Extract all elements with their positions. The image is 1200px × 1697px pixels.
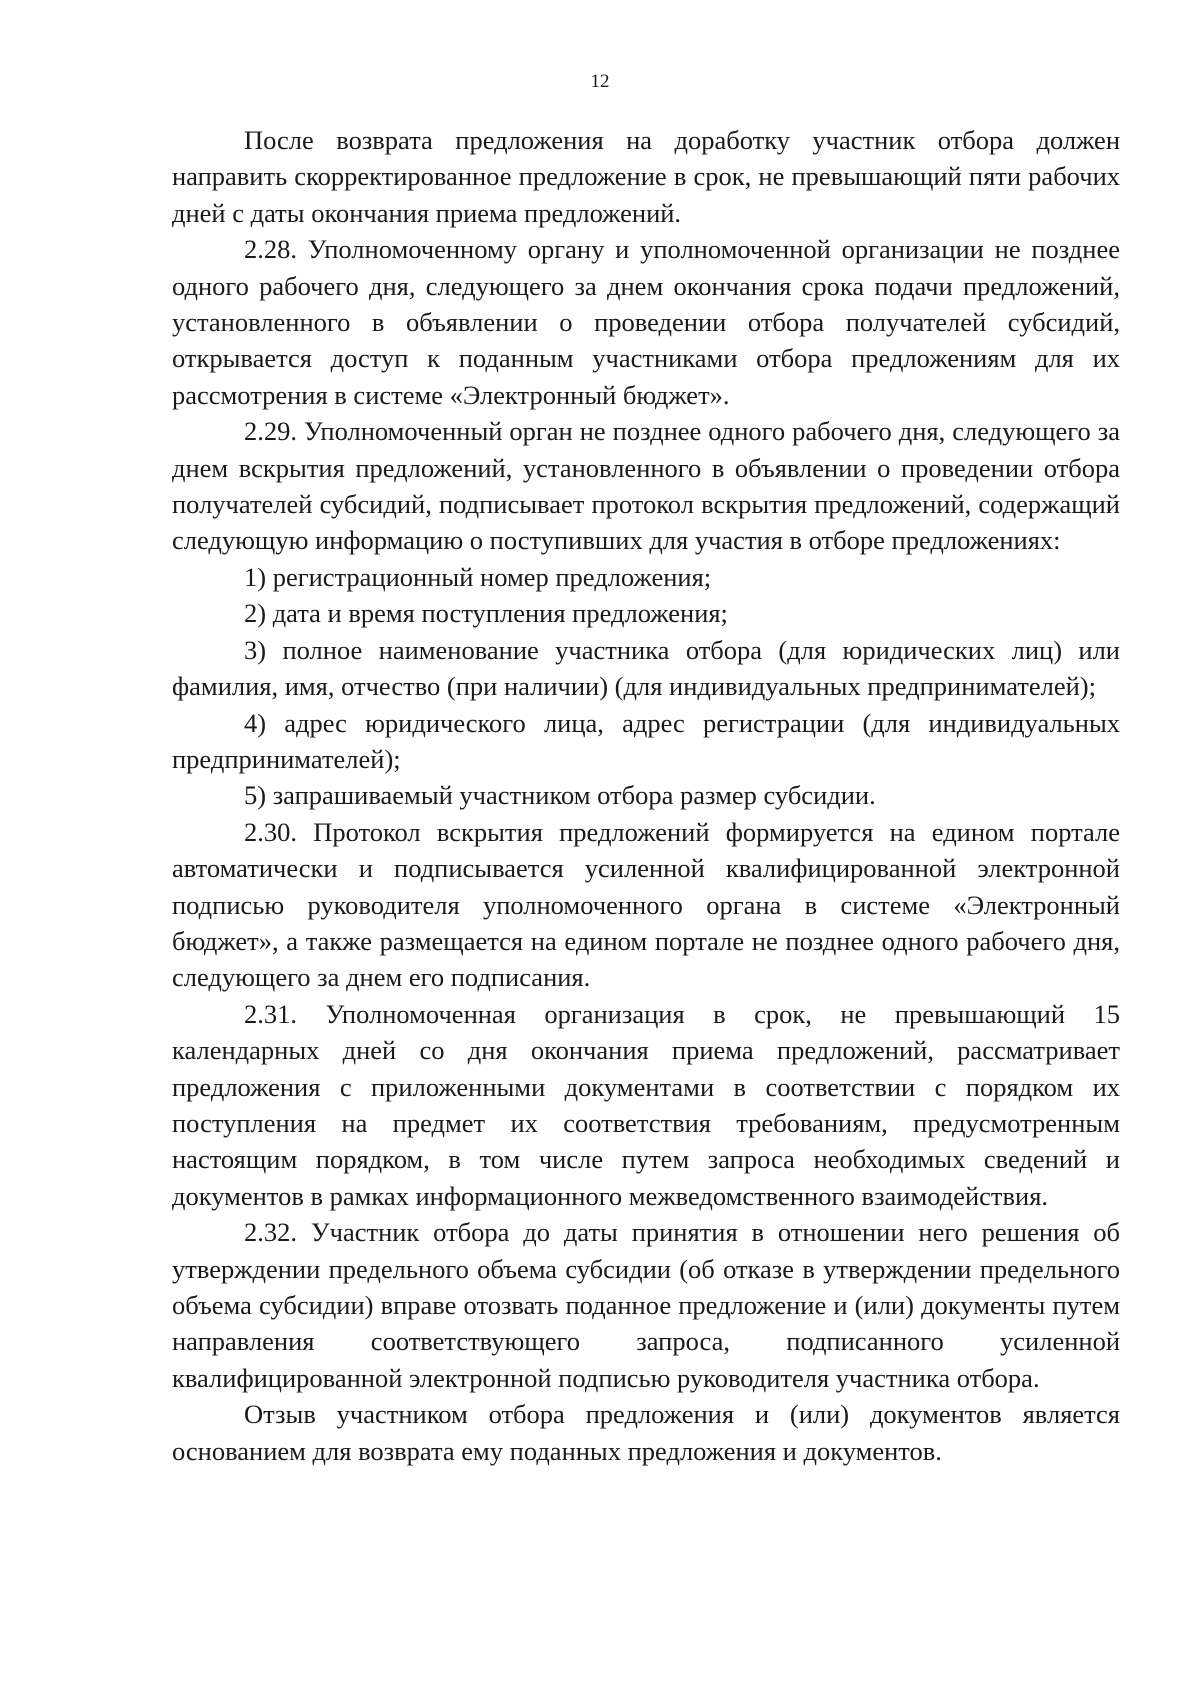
- paragraph-2-28: 2.28. Уполномоченному органу и уполномоченной организации не позднее одного рабочего дня, следующего за днем окончания срока подачи предложений, установленного в объявлении о проведении отбора получателей субсидий, открывается доступ к поданным участниками отбора предложениям для их рассмотрения в системе «Электронный бюджет».: [172, 234, 1120, 410]
- list-item-1: 1) регистрационный номер предложения;: [244, 561, 712, 592]
- page-number: 12: [590, 71, 610, 92]
- paragraph-2-30: 2.30. Протокол вскрытия предложений формируется на едином портале автоматически и подписывается усиленной квалифицированной электронной подписью руководителя уполномоченного органа в системе «Электронный бюджет», а также размещается на едином портале не позднее одного рабочего дня, следующего за днем его подписания.: [172, 816, 1120, 993]
- list-item-5: 5) запрашиваемый участником отбора размер субсидии.: [244, 780, 876, 811]
- list-item-2: 2) дата и время поступления предложения;: [244, 598, 728, 629]
- list-item-3: 3) полное наименование участника отбора (для юридических лиц) или фамилия, имя, отчество (при наличии) (для индивидуальных предпринимателей);: [172, 634, 1120, 702]
- paragraph-return-for-revision: После возврата предложения на доработку участник отбора должен направить скорректированное предложение в срок, не превышающий пяти рабочих дней с даты окончания приема предложений.: [172, 125, 1120, 228]
- list-item-4: 4) адрес юридического лица, адрес регистрации (для индивидуальных предпринимателей);: [172, 707, 1120, 774]
- paragraph-2-31: 2.31. Уполномоченная организация в срок, не превышающий 15 календарных дней со дня окончания приема предложений, рассматривает предложения с приложенными документами в соответствии с порядком их поступления на предмет их соответствия требованиям, предусмотренным настоящим порядком, в том числе путем запроса необходимых сведений и документов в рамках информационного межведомственного взаимодействия.: [172, 998, 1120, 1211]
- paragraph-2-32: 2.32. Участник отбора до даты принятия в отношении него решения об утверждении предельного объема субсидии (об отказе в утверждении предельного объема субсидии) вправе отозвать поданное предложение и (или) документы путем направления соответствующего запроса, подписанного усиленной квалифицированной электронной подписью руководителя участника отбора.: [172, 1217, 1120, 1393]
- paragraph-2-29: 2.29. Уполномоченный орган не позднее одного рабочего дня, следующего за днем вскрытия предложений, установленного в объявлении о проведении отбора получателей субсидий, подписывает протокол вскрытия предложений, содержащий следующую информацию о поступивших для участия в отборе предложениях:: [172, 416, 1120, 556]
- paragraph-withdrawal: Отзыв участником отбора предложения и (или) документов является основанием для возврата ему поданных предложения и документов.: [172, 1399, 1120, 1466]
- document-body: [172, 122, 1120, 1469]
